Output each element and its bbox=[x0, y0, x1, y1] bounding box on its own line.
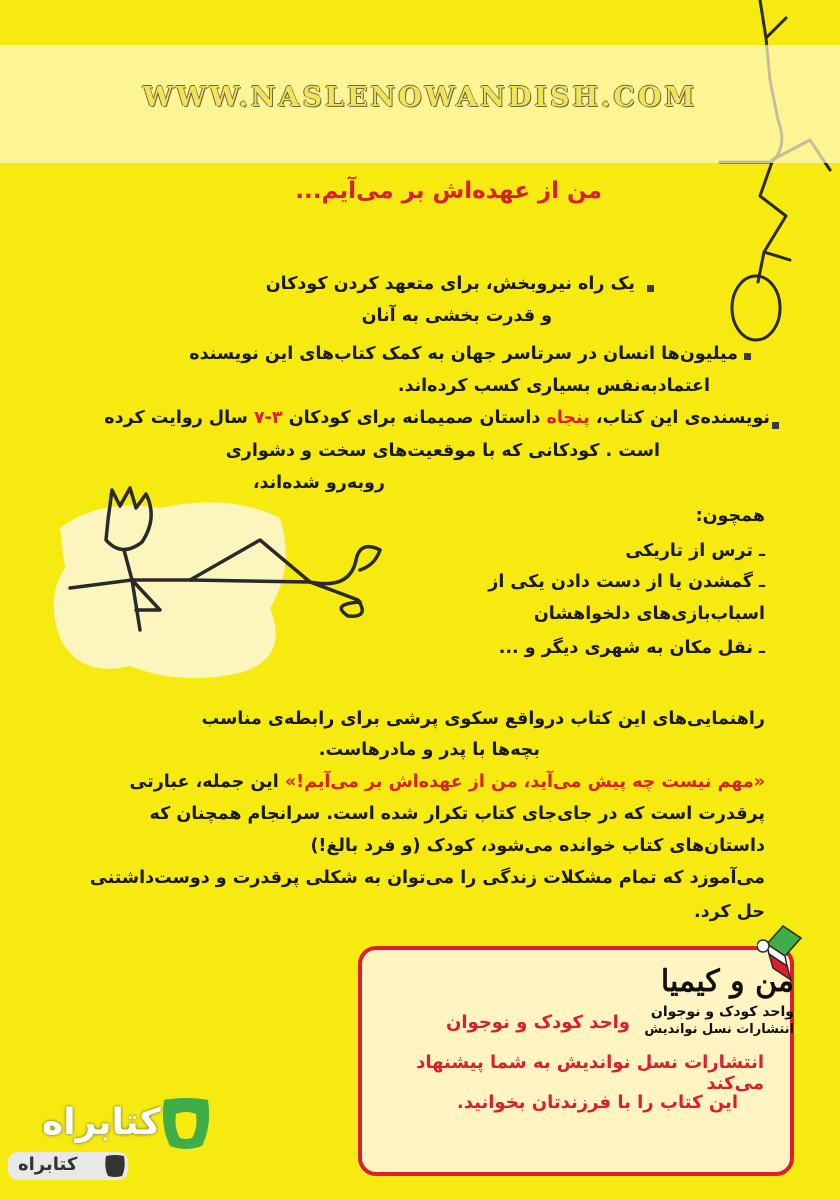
ketabrah-watermark-big: کتابراه bbox=[42, 1102, 161, 1143]
examples-heading: همچون: bbox=[695, 506, 765, 526]
quote-para-line-4: می‌آموزد که تمام مشکلات زندگی را می‌توان به شکلی پرقدرت و دوست‌داشتنی bbox=[89, 868, 765, 888]
ketabrah-small-icon bbox=[104, 1154, 126, 1178]
author-para-line-3: روبه‌رو شده‌اند، bbox=[252, 473, 385, 493]
bullet-2-line-1: میلیون‌ها انسان در سرتاسر جهان به کمک کتاب‌های این نویسنده bbox=[189, 344, 738, 364]
example-item-3: اسباب‌بازی‌های دلخواهشان bbox=[533, 604, 765, 624]
bullet-1-line-1: یک راه نیروبخش، برای متعهد کردن کودکان bbox=[265, 274, 635, 294]
guide-para-line-2: بچه‌ها با پدر و مادرهاست. bbox=[318, 740, 540, 760]
bullet-marker bbox=[647, 285, 654, 292]
author-para-line-2: است . کودکانی که با موقعیت‌های سخت و دشواری bbox=[225, 441, 660, 461]
quote-highlight: «مهم نیست چه پیش می‌آید، من از عهده‌اش بر می‌آیم!» bbox=[284, 772, 765, 792]
page-title: من از عهده‌اش بر می‌آیم... bbox=[295, 178, 602, 204]
example-item-2: ـ گمشدن یا از دست دادن یکی از bbox=[488, 572, 765, 592]
highlight-fifty: پنجاه bbox=[546, 408, 590, 428]
quote-para-line-1 bbox=[129, 766, 765, 798]
ketabrah-watermark bbox=[8, 1090, 213, 1190]
quote-line-1-rest: این جمله، عبارتی bbox=[129, 772, 285, 792]
highlight-age-range: ۳-۷ bbox=[253, 408, 283, 428]
box-line-1: واحد کودک و نوجوان bbox=[446, 1012, 630, 1033]
author-para-line-1 bbox=[104, 402, 770, 434]
quote-para-line-3: داستان‌های کتاب خوانده می‌شود، کودک (و فرد بالغ!) bbox=[310, 836, 765, 856]
bullet-1-line-2: و قدرت بخشی به آنان bbox=[361, 306, 552, 326]
bullet-2-line-2: اعتمادبه‌نفس بسیاری کسب کرده‌اند. bbox=[397, 376, 710, 396]
bullet-marker bbox=[744, 353, 751, 360]
box-line-3: این کتاب را با فرزندتان بخوانید. bbox=[456, 1092, 738, 1113]
author-line-1-c: سال روایت کرده bbox=[104, 408, 254, 428]
author-line-1-b: داستان صمیمانه برای کودکان bbox=[282, 408, 547, 428]
example-item-1: ـ ترس از تاریکی bbox=[625, 541, 765, 561]
guide-para-line-1: راهنمایی‌های این کتاب درواقع سکوی پرشی برای رابطه‌ی مناسب bbox=[201, 709, 765, 729]
example-item-4: ـ نقل مکان به شهری دیگر و ... bbox=[498, 638, 765, 658]
stick-figure-illustration bbox=[60, 480, 400, 660]
bullet-marker bbox=[772, 422, 779, 429]
quote-para-line-5: حل کرد. bbox=[693, 902, 765, 922]
ketabrah-watermark-small: کتابراه bbox=[18, 1154, 78, 1175]
box-line-2: انتشارات نسل نواندیش به شما پیشنهاد می‌کند bbox=[416, 1052, 764, 1094]
logo-subtitle-2: انتشارات نسل نواندیش bbox=[644, 1022, 794, 1037]
quote-para-line-2: پرقدرت است که در جای‌جای کتاب تکرار شده است. سرانجام همچنان که bbox=[149, 804, 765, 824]
logo-subtitle-1: واحد کودک و نوجوان bbox=[650, 1004, 794, 1020]
author-line-1-a: نویسنده‌ی این کتاب، bbox=[589, 408, 770, 428]
logo-title: من و کیمیا bbox=[660, 964, 794, 999]
website-url[interactable]: WWW.NASLENOWANDISH.COM bbox=[142, 82, 698, 113]
ketabrah-logo-icon bbox=[158, 1094, 214, 1154]
publisher-box bbox=[358, 946, 794, 1176]
